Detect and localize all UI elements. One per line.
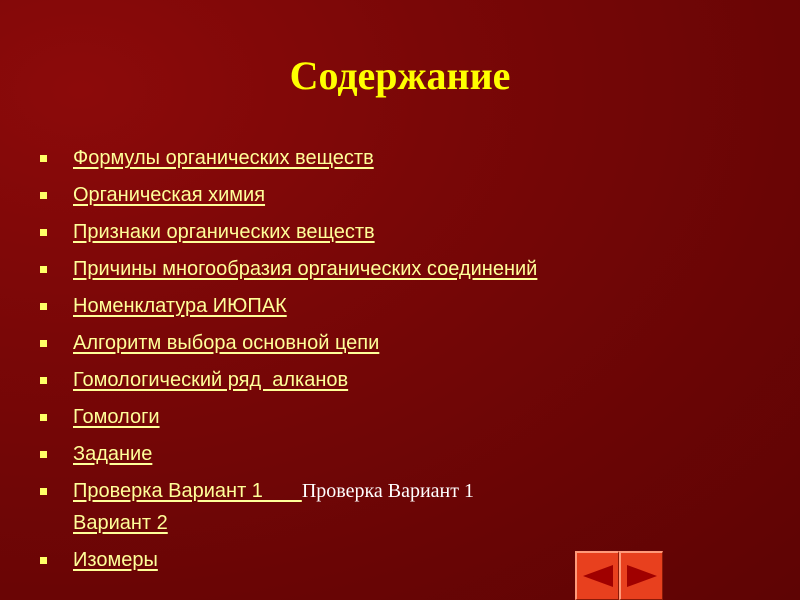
square-bullet-icon <box>40 340 47 347</box>
toc-item-isomers <box>40 548 780 572</box>
toc-link-isomers[interactable]: Изомеры <box>73 549 158 571</box>
toc-item-organic-chemistry <box>40 183 780 207</box>
toc-link-homologs[interactable]: Гомологи <box>73 406 160 428</box>
toc-link-variant-2[interactable]: Вариант 2 <box>73 512 168 534</box>
square-bullet-icon <box>40 451 47 458</box>
prev-slide-button[interactable] <box>575 551 619 600</box>
toc-item-features <box>40 220 780 244</box>
square-bullet-icon <box>40 488 47 495</box>
next-slide-button[interactable] <box>619 551 663 600</box>
square-bullet-icon <box>40 303 47 310</box>
toc-item-iupac <box>40 294 780 318</box>
toc-item-diversity-reasons <box>40 257 780 281</box>
toc-link-main-chain-algorithm[interactable]: Алгоритм выбора основной цепи <box>73 332 380 354</box>
square-bullet-icon <box>40 414 47 421</box>
toc-link-features[interactable]: Признаки органических веществ <box>73 221 375 243</box>
toc-item-task <box>40 442 780 466</box>
toc-link-diversity-reasons[interactable]: Причины многообразия органических соединений <box>73 258 538 280</box>
toc-link-formulas[interactable]: Формулы органических веществ <box>73 147 374 169</box>
toc-link-check-variant-1[interactable]: Проверка Вариант 1 <box>73 480 302 502</box>
square-bullet-icon <box>40 266 47 273</box>
toc-link-iupac[interactable]: Номенклатура ИЮПАК <box>73 295 287 317</box>
square-bullet-icon <box>40 229 47 236</box>
toc-link-homologous-series[interactable]: Гомологический ряд алканов <box>73 369 349 391</box>
square-bullet-icon <box>40 557 47 564</box>
toc-item-check <box>40 475 780 539</box>
square-bullet-icon <box>40 377 47 384</box>
slide-navigation <box>575 551 663 600</box>
triangle-right-icon <box>625 563 659 589</box>
toc-item-formulas <box>40 146 780 170</box>
check-variant-1-text: Проверка Вариант 1 <box>301 480 474 502</box>
toc-item-homologs <box>40 405 780 429</box>
square-bullet-icon <box>40 192 47 199</box>
square-bullet-icon <box>40 155 47 162</box>
toc-item-main-chain-algorithm <box>40 331 780 355</box>
triangle-left-icon <box>581 563 615 589</box>
slide-title: Содержание <box>289 53 511 98</box>
toc-link-organic-chemistry[interactable]: Органическая химия <box>73 184 266 206</box>
table-of-contents <box>40 146 780 585</box>
toc-item-homologous-series <box>40 368 780 392</box>
toc-link-task[interactable]: Задание <box>73 443 153 465</box>
